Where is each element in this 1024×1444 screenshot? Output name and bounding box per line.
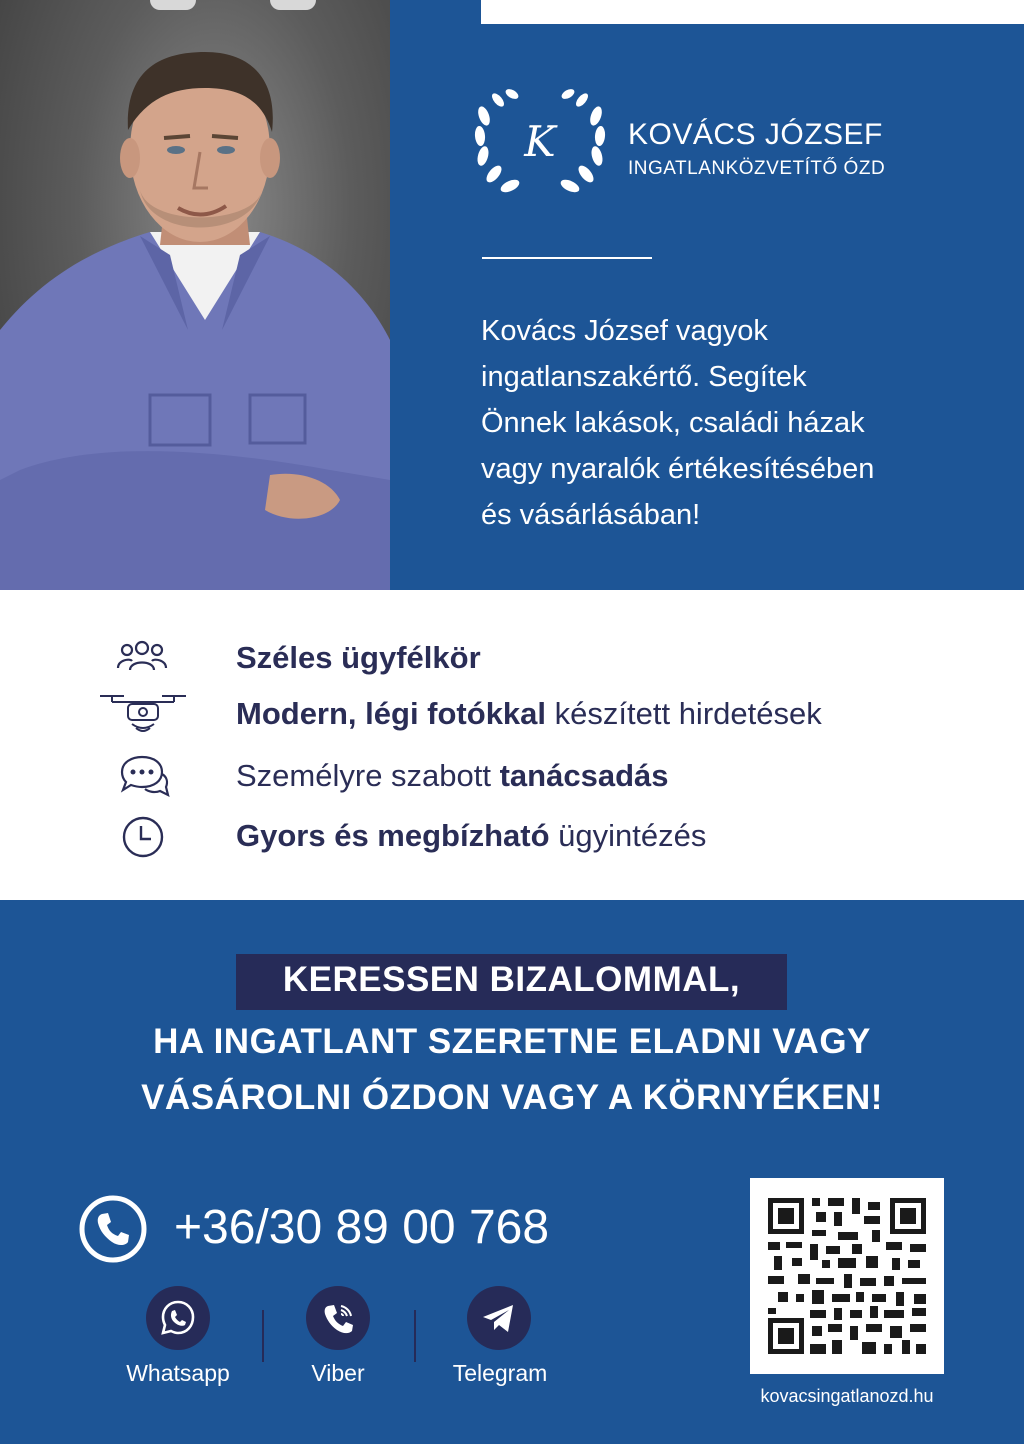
telegram-button[interactable]	[467, 1286, 531, 1350]
users-icon	[116, 638, 168, 674]
whatsapp-button[interactable]	[146, 1286, 210, 1350]
top-white-strip	[481, 0, 1024, 24]
feature-item	[0, 812, 1024, 862]
whatsapp-icon	[146, 1286, 210, 1350]
whatsapp-label: Whatsapp	[126, 1360, 230, 1386]
feature-text: Személyre szabott tanácsadás	[236, 758, 669, 793]
intro-line: ingatlanszakértő. Segítek	[481, 361, 807, 393]
divider-line	[482, 257, 652, 259]
chat-bubbles-icon	[118, 754, 170, 800]
viber-button[interactable]	[306, 1286, 370, 1350]
phone-icon	[78, 1194, 148, 1264]
intro-text	[481, 308, 981, 538]
drone-icon	[98, 690, 188, 738]
hero-section	[0, 0, 1024, 590]
qr-code-icon	[768, 1198, 926, 1354]
headline-line-3: VÁSÁROLNI ÓZDON VAGY A KÖRNYÉKEN!	[141, 1078, 883, 1117]
feature-text: Széles ügyfélkör	[236, 640, 481, 675]
separator	[262, 1310, 264, 1362]
feature-item	[0, 690, 1024, 740]
laurel-logo-icon	[470, 86, 610, 196]
brand-name: KOVÁCS JÓZSEF	[628, 118, 883, 151]
viber-label: Viber	[311, 1360, 365, 1386]
intro-line: vagy nyaralók értékesítésében	[481, 453, 875, 485]
qr-code[interactable]	[750, 1178, 944, 1374]
portrait-photo	[0, 0, 390, 590]
intro-line: Kovács József vagyok	[481, 315, 768, 347]
intro-line: és vásárlásában!	[481, 499, 701, 531]
person-illustration	[0, 0, 390, 590]
logo-letter: K	[524, 117, 556, 166]
telegram-label: Telegram	[452, 1360, 548, 1386]
website-link[interactable]: kovacsingatlanozd.hu	[760, 1386, 934, 1406]
brand-subtitle: INGATLANKÖZVETÍTŐ ÓZD	[628, 158, 886, 179]
intro-line: Önnek lakások, családi házak	[481, 407, 865, 439]
headline-line-2: HA INGATLANT SZERETNE ELADNI VAGY	[153, 1022, 871, 1061]
feature-text: Modern, légi fotókkal készített hirdetések	[236, 696, 822, 731]
telegram-icon	[467, 1286, 531, 1350]
feature-text: Gyors és megbízható ügyintézés	[236, 818, 707, 853]
viber-icon	[306, 1286, 370, 1350]
feature-item	[0, 752, 1024, 802]
clock-icon	[120, 814, 166, 860]
headline-line-1: KERESSEN BIZALOMMAL,	[282, 960, 741, 999]
phone-number[interactable]: +36/30 89 00 768	[174, 1201, 550, 1254]
contact-section	[0, 900, 1024, 1444]
separator	[414, 1310, 416, 1362]
feature-item	[0, 634, 1024, 684]
features-list	[0, 590, 1024, 900]
